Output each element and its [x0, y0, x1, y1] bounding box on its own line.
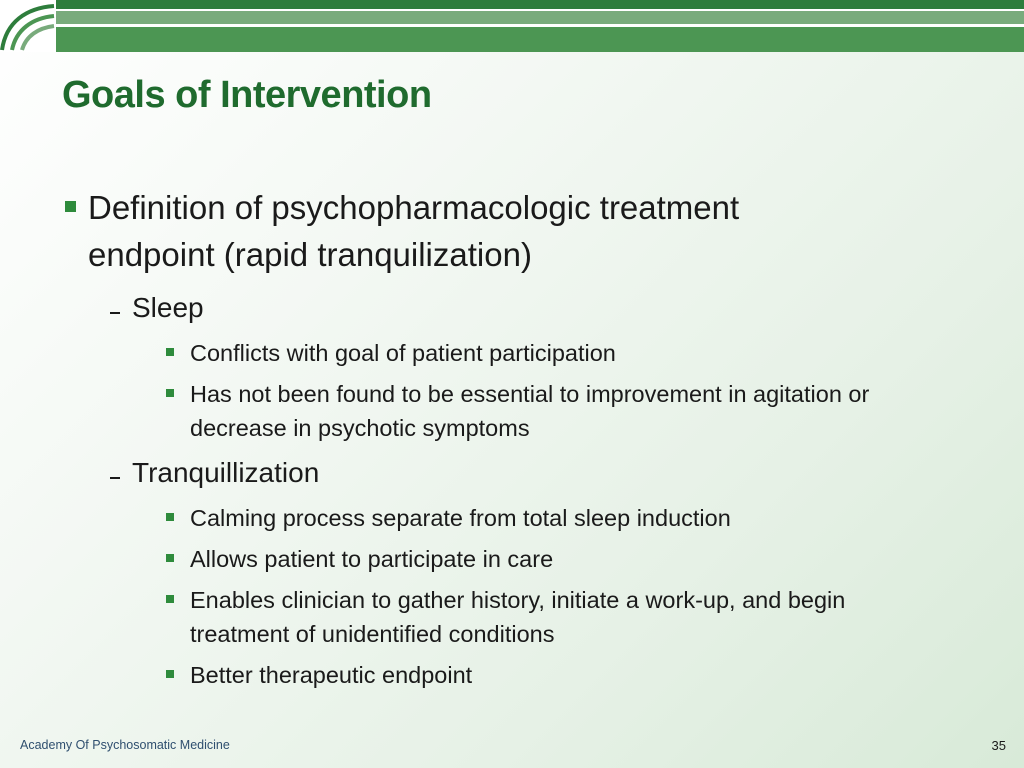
square-bullet-icon	[166, 513, 174, 521]
footer-organization: Academy Of Psychosomatic Medicine	[20, 738, 230, 752]
sub-sub-bullet-text: Allows patient to participate in care	[190, 546, 554, 572]
square-bullet-icon	[166, 348, 174, 356]
sub-sub-bullet-text-continued: treatment of unidentified conditions	[190, 621, 555, 647]
bullet-text: Definition of psychopharmacologic treatment	[88, 189, 740, 226]
header-bar-middle	[56, 11, 1024, 24]
sub-sub-bullet-text-continued: decrease in psychotic symptoms	[190, 415, 530, 441]
sub-bullet-text: Sleep	[132, 292, 204, 323]
sub-sub-bullet-text: Calming process separate from total sleep induction	[190, 505, 731, 531]
square-bullet-icon	[166, 554, 174, 562]
sub-sub-bullet-text: Conflicts with goal of patient participation	[190, 340, 616, 366]
header-bar-bottom	[56, 27, 1024, 52]
dash-bullet-icon	[110, 312, 120, 314]
square-bullet-icon	[65, 201, 76, 212]
logo-icon	[0, 0, 56, 52]
slide-title: Goals of Intervention	[62, 74, 432, 116]
sub-sub-bullet-text: Has not been found to be essential to improvement in agitation or	[190, 381, 870, 407]
sub-sub-bullet-text: Better therapeutic endpoint	[190, 662, 473, 688]
bullet-text-continued: endpoint (rapid tranquilization)	[88, 236, 532, 273]
header-bar-top	[56, 0, 1024, 9]
sub-sub-bullet-text: Enables clinician to gather history, initiate a work-up, and begin	[190, 587, 846, 613]
slide-number: 35	[991, 738, 1006, 753]
header-bars	[0, 0, 1024, 52]
square-bullet-icon	[166, 595, 174, 603]
square-bullet-icon	[166, 389, 174, 397]
dash-bullet-icon	[110, 477, 120, 479]
sub-bullet-text: Tranquillization	[132, 457, 320, 488]
square-bullet-icon	[166, 670, 174, 678]
